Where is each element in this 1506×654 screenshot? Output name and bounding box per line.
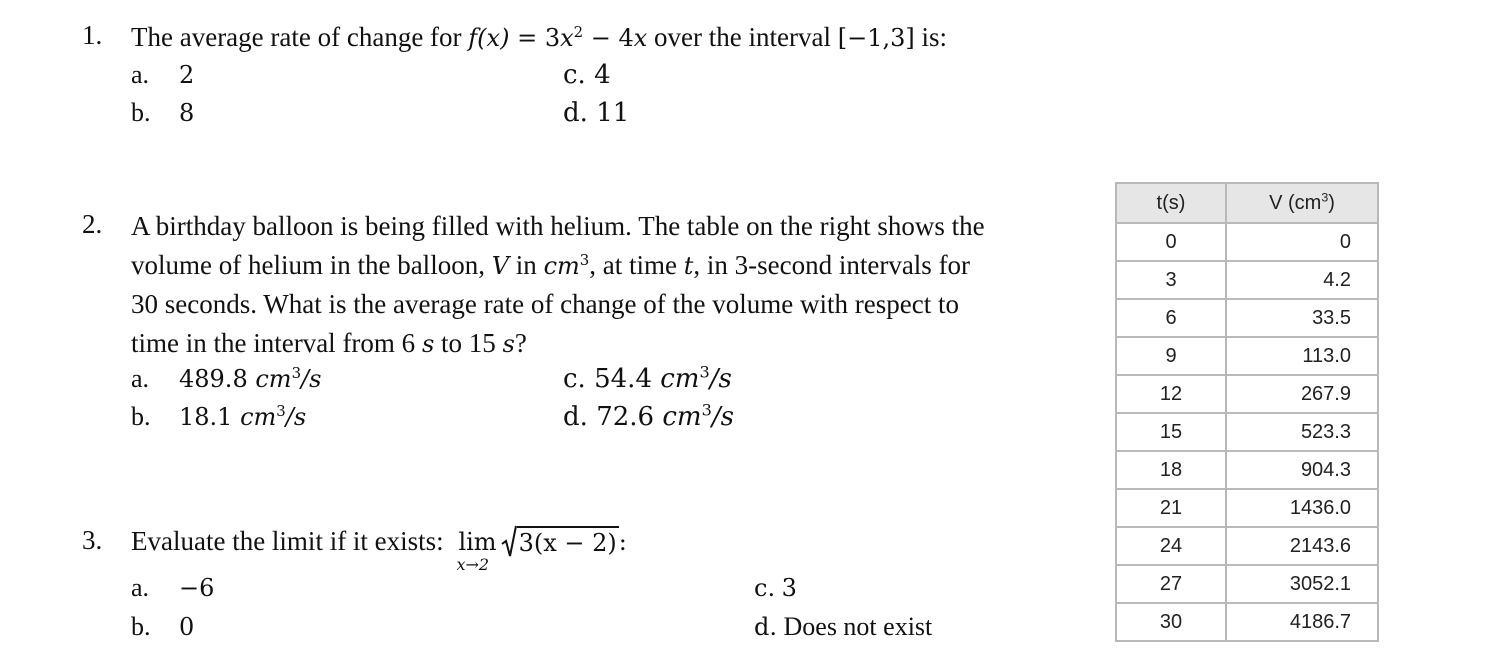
- q2-choice-a: [131, 364, 321, 394]
- choice-exp: 3: [701, 400, 712, 420]
- q1-func-rhs-a: = 3: [509, 24, 561, 52]
- time-cell: 3: [1116, 261, 1226, 299]
- choice-value: 8: [179, 99, 195, 127]
- q1-func-x2: x: [633, 24, 648, 52]
- q2-choice-b: [131, 402, 306, 432]
- header-volume: [1226, 183, 1378, 223]
- table-row: [1116, 413, 1378, 451]
- time-cell: 21: [1116, 489, 1226, 527]
- q2-line4-a: time in the interval from 6: [131, 328, 416, 358]
- limit-operator: lim: [458, 528, 497, 556]
- table-row: [1116, 375, 1378, 413]
- table-row: [1116, 527, 1378, 565]
- question-3-number: 3.: [82, 525, 103, 555]
- q2-var-v: V: [491, 252, 510, 280]
- header-volume-label: V (cm: [1269, 191, 1322, 214]
- q3-choice-a: [131, 573, 214, 603]
- choice-label: a.: [131, 364, 150, 393]
- choice-value: Does not exist: [783, 612, 933, 641]
- choice-label: a.: [131, 60, 150, 89]
- limit-subscript: x→2: [456, 555, 490, 574]
- choice-value: 0: [179, 613, 195, 641]
- choice-label: b.: [131, 402, 151, 431]
- choice-tail: /s: [709, 364, 732, 394]
- q2-in: in: [515, 250, 537, 280]
- choice-label: d.: [563, 98, 588, 128]
- q2-unit-s1: s: [421, 330, 435, 358]
- choice-exp: 3: [291, 364, 302, 383]
- radical-sign-icon: [501, 524, 517, 558]
- choice-number: 18.1: [179, 403, 233, 431]
- time-cell: 6: [1116, 299, 1226, 337]
- question-2-line-3: 30 seconds. What is the average rate of change of the volume with respect to: [131, 289, 959, 319]
- q1-suffix: is:: [921, 22, 948, 52]
- volume-cell: 523.3: [1226, 413, 1378, 451]
- q2-line2-c: , in 3-second intervals for: [693, 250, 971, 280]
- choice-tail: /s: [711, 402, 734, 432]
- header-time: t(s): [1116, 183, 1226, 223]
- q1-choice-d: [563, 98, 629, 128]
- q2-line2-b: , at time: [589, 250, 677, 280]
- time-cell: 18: [1116, 451, 1226, 489]
- q3-choice-b: [131, 612, 194, 642]
- limit-expression: [456, 522, 497, 574]
- q2-choice-c: [563, 364, 732, 394]
- volume-cell: 33.5: [1226, 299, 1378, 337]
- volume-cell: 0: [1226, 223, 1378, 261]
- q2-unit-s2: s: [502, 330, 515, 358]
- question-3-prompt: [131, 522, 627, 574]
- header-volume-close: ): [1328, 191, 1335, 214]
- volume-cell: 1436.0: [1226, 489, 1378, 527]
- q2-unit-cm: cm: [543, 252, 580, 280]
- choice-exp: 3: [276, 402, 286, 421]
- choice-value: 4: [594, 60, 611, 90]
- table-row: [1116, 489, 1378, 527]
- choice-label: b.: [131, 98, 151, 127]
- choice-label: c.: [563, 364, 586, 394]
- radicand: 3(x − 2): [517, 526, 619, 558]
- choice-number: 54.4: [594, 364, 652, 394]
- time-cell: 9: [1116, 337, 1226, 375]
- table-row: [1116, 565, 1378, 603]
- q1-func-lhs: f(x): [468, 24, 510, 52]
- header-volume-exp: 3: [1321, 190, 1329, 205]
- volume-cell: 4186.7: [1226, 603, 1378, 641]
- q2-unit-exp: 3: [579, 251, 590, 270]
- choice-value: 11: [596, 98, 630, 128]
- choice-value: 2: [179, 61, 195, 89]
- time-cell: 24: [1116, 527, 1226, 565]
- volume-cell: 904.3: [1226, 451, 1378, 489]
- choice-label: c.: [563, 60, 586, 90]
- q1-middle: over the interval: [654, 22, 831, 52]
- q1-choice-b: [131, 98, 194, 128]
- table-row: [1116, 603, 1378, 641]
- table-row: [1116, 223, 1378, 261]
- question-2-line-1: A birthday balloon is being filled with helium. The table on the right shows the: [131, 211, 985, 241]
- choice-unit: cm: [240, 403, 277, 431]
- choice-label: a.: [131, 573, 150, 602]
- table-row: [1116, 451, 1378, 489]
- volume-cell: 2143.6: [1226, 527, 1378, 565]
- q2-question-mark: ?: [514, 328, 527, 358]
- choice-value: 3: [781, 574, 797, 602]
- q3-choice-c: [754, 573, 797, 603]
- choice-label: b.: [131, 612, 151, 641]
- q3-text: Evaluate the limit if it exists:: [131, 526, 444, 556]
- q2-line2-a: volume of helium in the balloon,: [131, 250, 485, 280]
- choice-unit: cm: [255, 365, 292, 393]
- q3-colon: :: [618, 528, 627, 556]
- choice-tail: /s: [301, 365, 322, 393]
- choice-value: −6: [179, 574, 215, 602]
- q1-func-x: x: [560, 24, 574, 52]
- q3-choice-d: [754, 612, 932, 642]
- table-row: [1116, 261, 1378, 299]
- table-row: [1116, 299, 1378, 337]
- q1-interval: [−1,3]: [837, 24, 915, 52]
- q2-line4-to: to 15: [441, 328, 496, 358]
- q2-var-t: t: [683, 252, 694, 280]
- choice-label: c.: [754, 574, 776, 602]
- q2-choice-d: [563, 402, 734, 432]
- table-row: [1116, 337, 1378, 375]
- time-cell: 15: [1116, 413, 1226, 451]
- q1-choice-a: [131, 60, 194, 90]
- choice-tail: /s: [285, 403, 307, 431]
- question-1-number: 1.: [82, 20, 103, 50]
- volume-cell: 3052.1: [1226, 565, 1378, 603]
- choice-exp: 3: [699, 362, 710, 382]
- question-2-line-4: [131, 324, 527, 363]
- q1-func-exp: 2: [573, 23, 584, 42]
- question-1-prompt: [131, 18, 947, 57]
- choice-label: d.: [563, 402, 588, 432]
- choice-unit: cm: [662, 402, 702, 432]
- time-cell: 27: [1116, 565, 1226, 603]
- volume-cell: 113.0: [1226, 337, 1378, 375]
- square-root: [501, 524, 619, 558]
- time-cell: 12: [1116, 375, 1226, 413]
- q1-prefix: The average rate of change for: [131, 22, 462, 52]
- choice-number: 489.8: [179, 365, 248, 393]
- q1-choice-c: [563, 60, 611, 90]
- table-header-row: [1116, 183, 1378, 223]
- question-2-line-2: [131, 246, 970, 285]
- question-2-number: 2.: [82, 209, 103, 239]
- time-cell: 30: [1116, 603, 1226, 641]
- volume-cell: 4.2: [1226, 261, 1378, 299]
- choice-label: d.: [754, 613, 777, 641]
- choice-unit: cm: [660, 364, 700, 394]
- balloon-volume-table: [1115, 182, 1379, 642]
- time-cell: 0: [1116, 223, 1226, 261]
- q1-function: [468, 24, 647, 52]
- volume-cell: 267.9: [1226, 375, 1378, 413]
- choice-number: 72.6: [596, 402, 655, 432]
- q1-func-rhs-b: − 4: [583, 24, 634, 52]
